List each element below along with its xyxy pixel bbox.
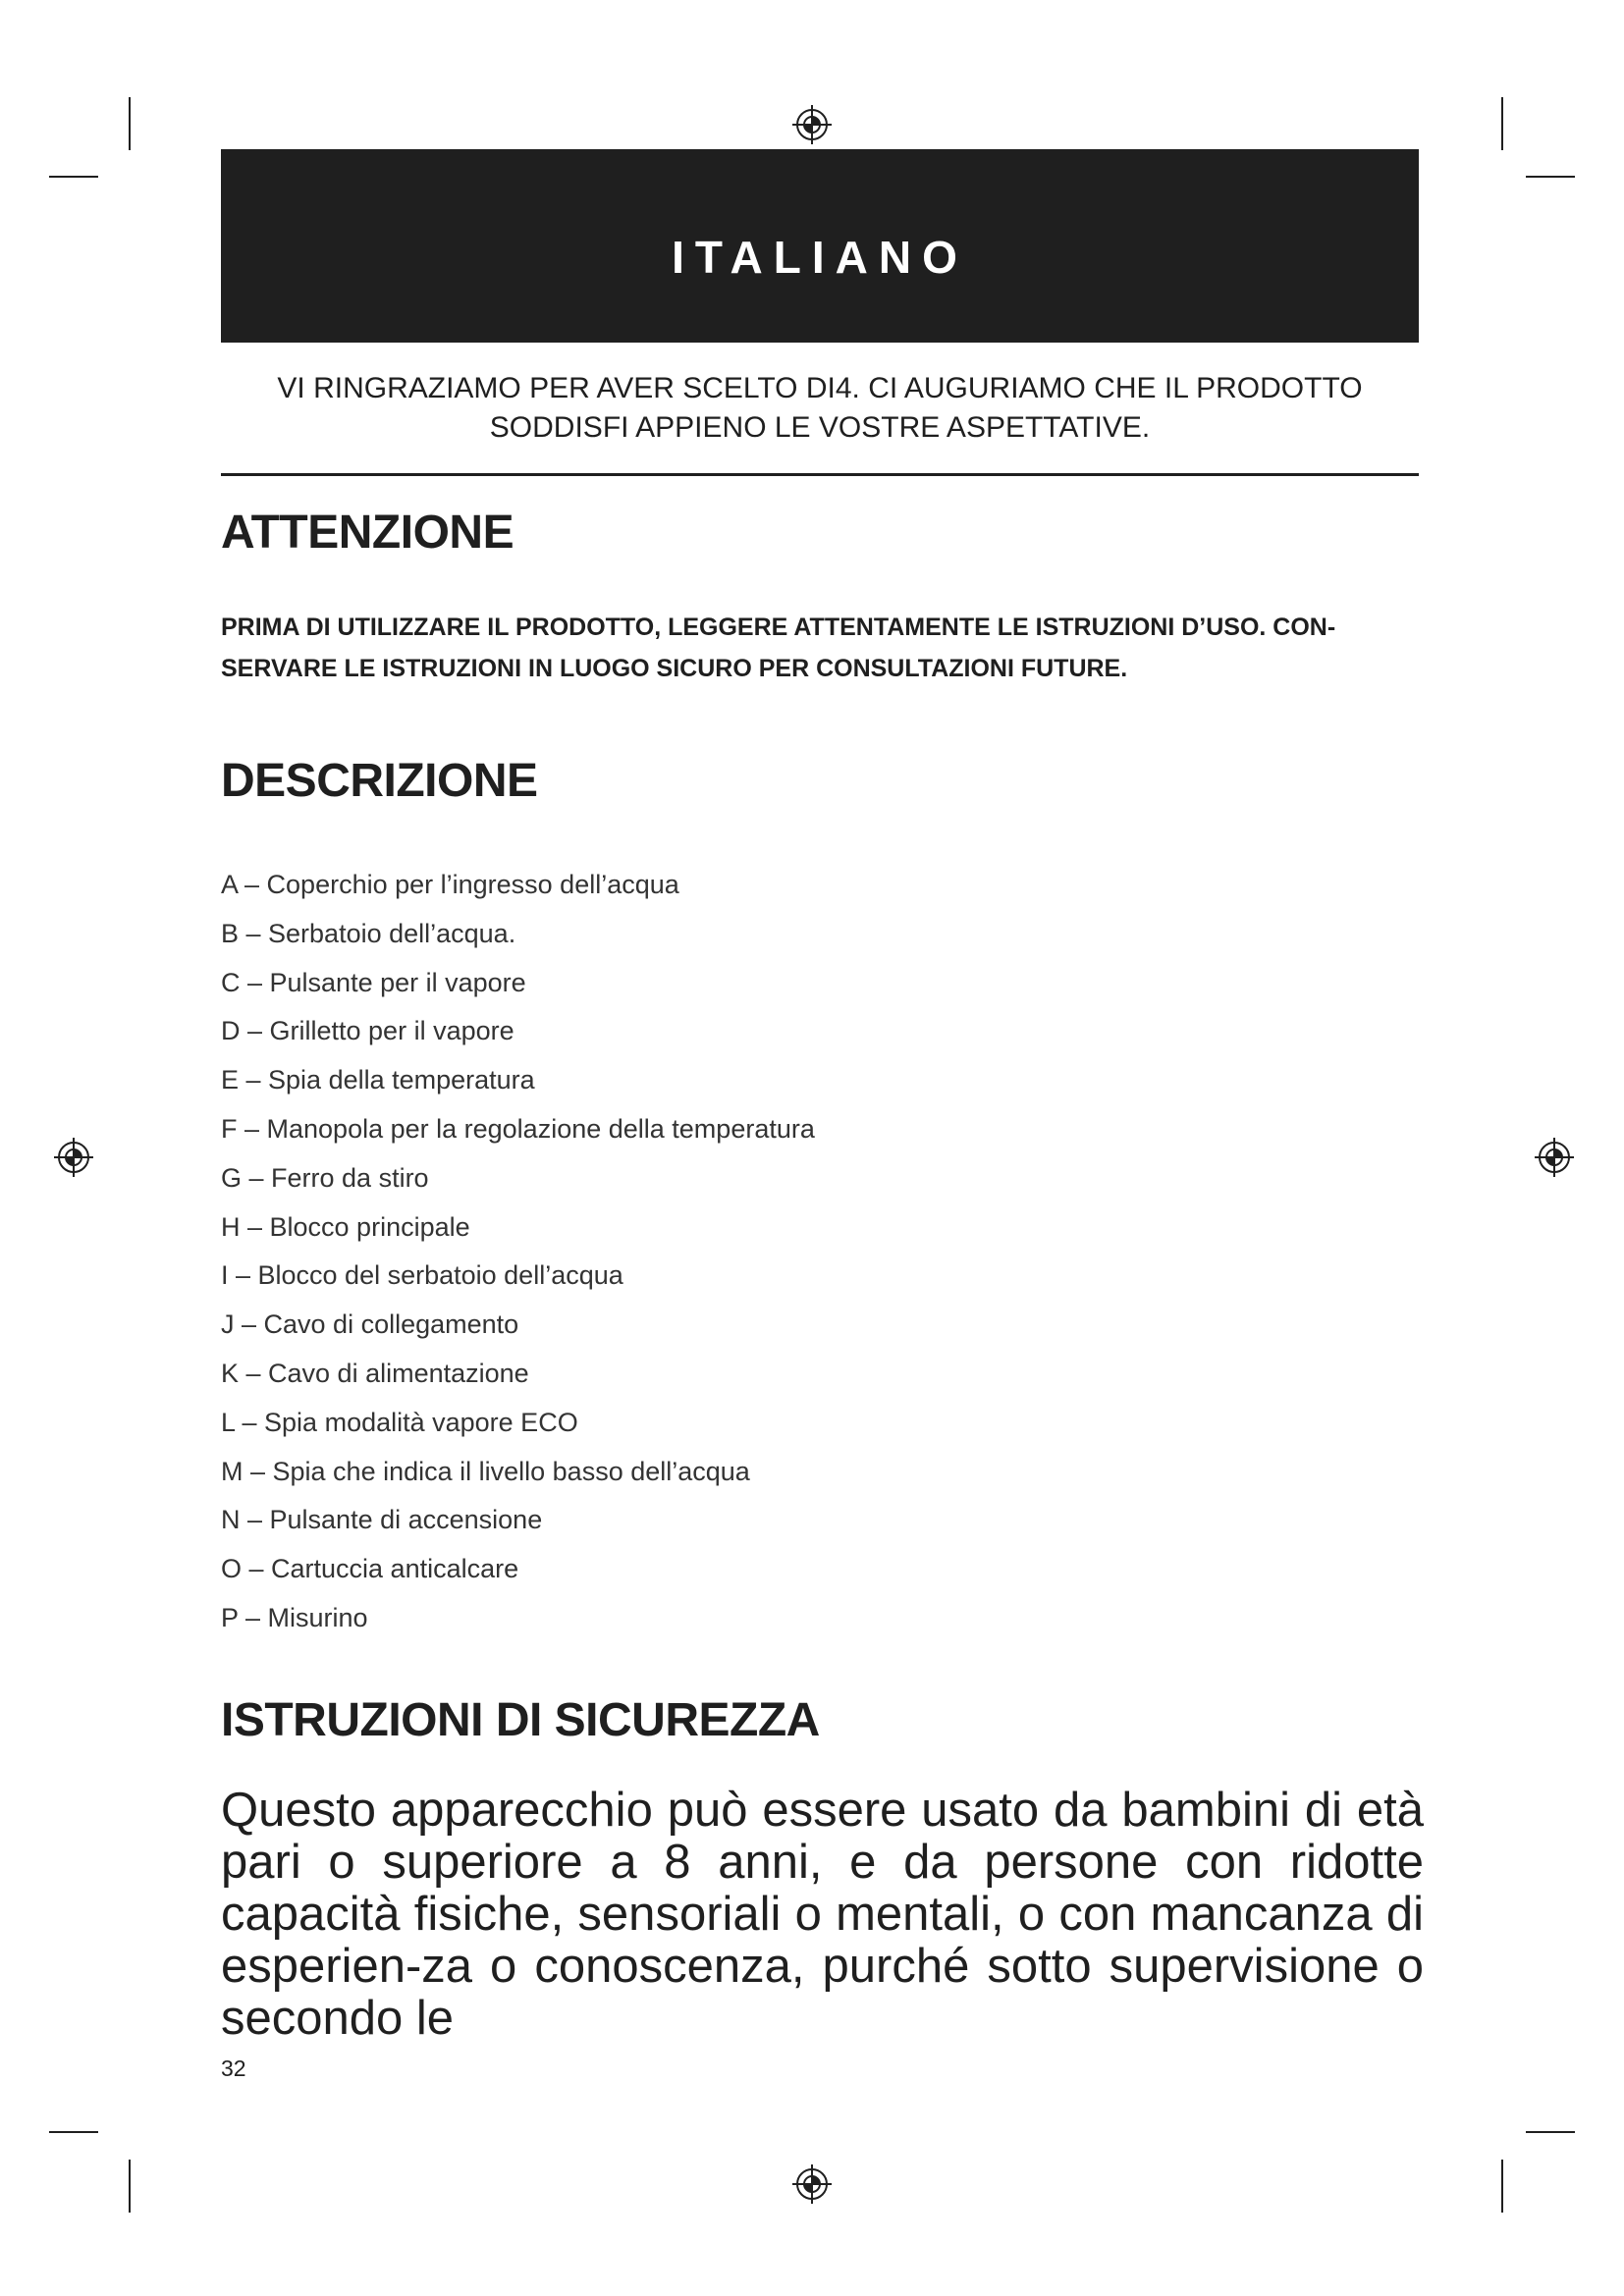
list-item: E – Spia della temperatura	[221, 1065, 535, 1095]
intro-text: VI RINGRAZIAMO PER AVER SCELTO DI4. CI AUGURIAMO CHE IL PRODOTTO SODDISFI APPIENO LE VOSTRE ASPETTATIVE.	[277, 372, 1363, 444]
list-item: A – Coperchio per l’ingresso dell’acqua	[221, 870, 679, 899]
section-title-attenzione: ATTENZIONE	[221, 507, 514, 559]
registration-mark-icon	[792, 105, 832, 144]
registration-mark-icon	[54, 1138, 93, 1177]
safety-text: Questo apparecchio può essere usato da bambini di età pari o superiore a 8 anni, e da persone con ridotte capacità fisiche, sensoriali o mentali, o con mancanza di esperien-za o conoscenza, purché sotto supervisione o secondo le	[221, 1784, 1424, 2045]
list-item: J – Cavo di collegamento	[221, 1309, 519, 1340]
list-item: L – Spia modalità vapore ECO	[221, 1407, 578, 1437]
registration-mark-icon	[792, 2164, 832, 2204]
list-item: G – Ferro da stiro	[221, 1162, 429, 1193]
crop-mark	[129, 97, 131, 150]
list-item: C – Pulsante per il vapore	[221, 967, 526, 997]
divider	[221, 473, 1419, 476]
language-banner	[221, 149, 1419, 343]
list-item: K – Cavo di alimentazione	[221, 1358, 529, 1388]
crop-mark	[1501, 97, 1503, 150]
crop-mark	[1526, 176, 1575, 178]
list-item: D – Grilletto per il vapore	[221, 1016, 514, 1046]
registration-mark-icon	[1535, 1138, 1574, 1177]
section-title-sicurezza: ISTRUZIONI DI SICUREZZA	[221, 1694, 820, 1746]
crop-mark	[1501, 2160, 1503, 2213]
list-item: O – Cartuccia anticalcare	[221, 1554, 519, 1584]
list-item: F – Manopola per la regolazione della temperatura	[221, 1113, 815, 1144]
language-title: ITALIANO	[672, 231, 968, 283]
list-item: M – Spia che indica il livello basso dell’acqua	[221, 1456, 750, 1486]
crop-mark	[129, 2160, 131, 2213]
list-item: P – Misurino	[221, 1602, 368, 1632]
list-item: N – Pulsante di accensione	[221, 1505, 543, 1535]
crop-mark	[1526, 2131, 1575, 2133]
list-item: H – Blocco principale	[221, 1211, 470, 1242]
section-title-descrizione: DESCRIZIONE	[221, 755, 538, 807]
crop-mark	[49, 2131, 98, 2133]
parts-list	[221, 861, 815, 1643]
list-item: I – Blocco del serbatoio dell’acqua	[221, 1260, 623, 1291]
page-number: 32	[221, 2056, 246, 2081]
warning-text: PRIMA DI UTILIZZARE IL PRODOTTO, LEGGERE ATTENTAMENTE LE ISTRUZIONI D’USO. CON-SERVARE LE ISTRUZIONI IN LUOGO SICURO PER CONSULTAZIONI FUTURE.	[221, 614, 1336, 682]
list-item: B – Serbatoio dell’acqua.	[221, 918, 516, 948]
crop-mark	[49, 176, 98, 178]
